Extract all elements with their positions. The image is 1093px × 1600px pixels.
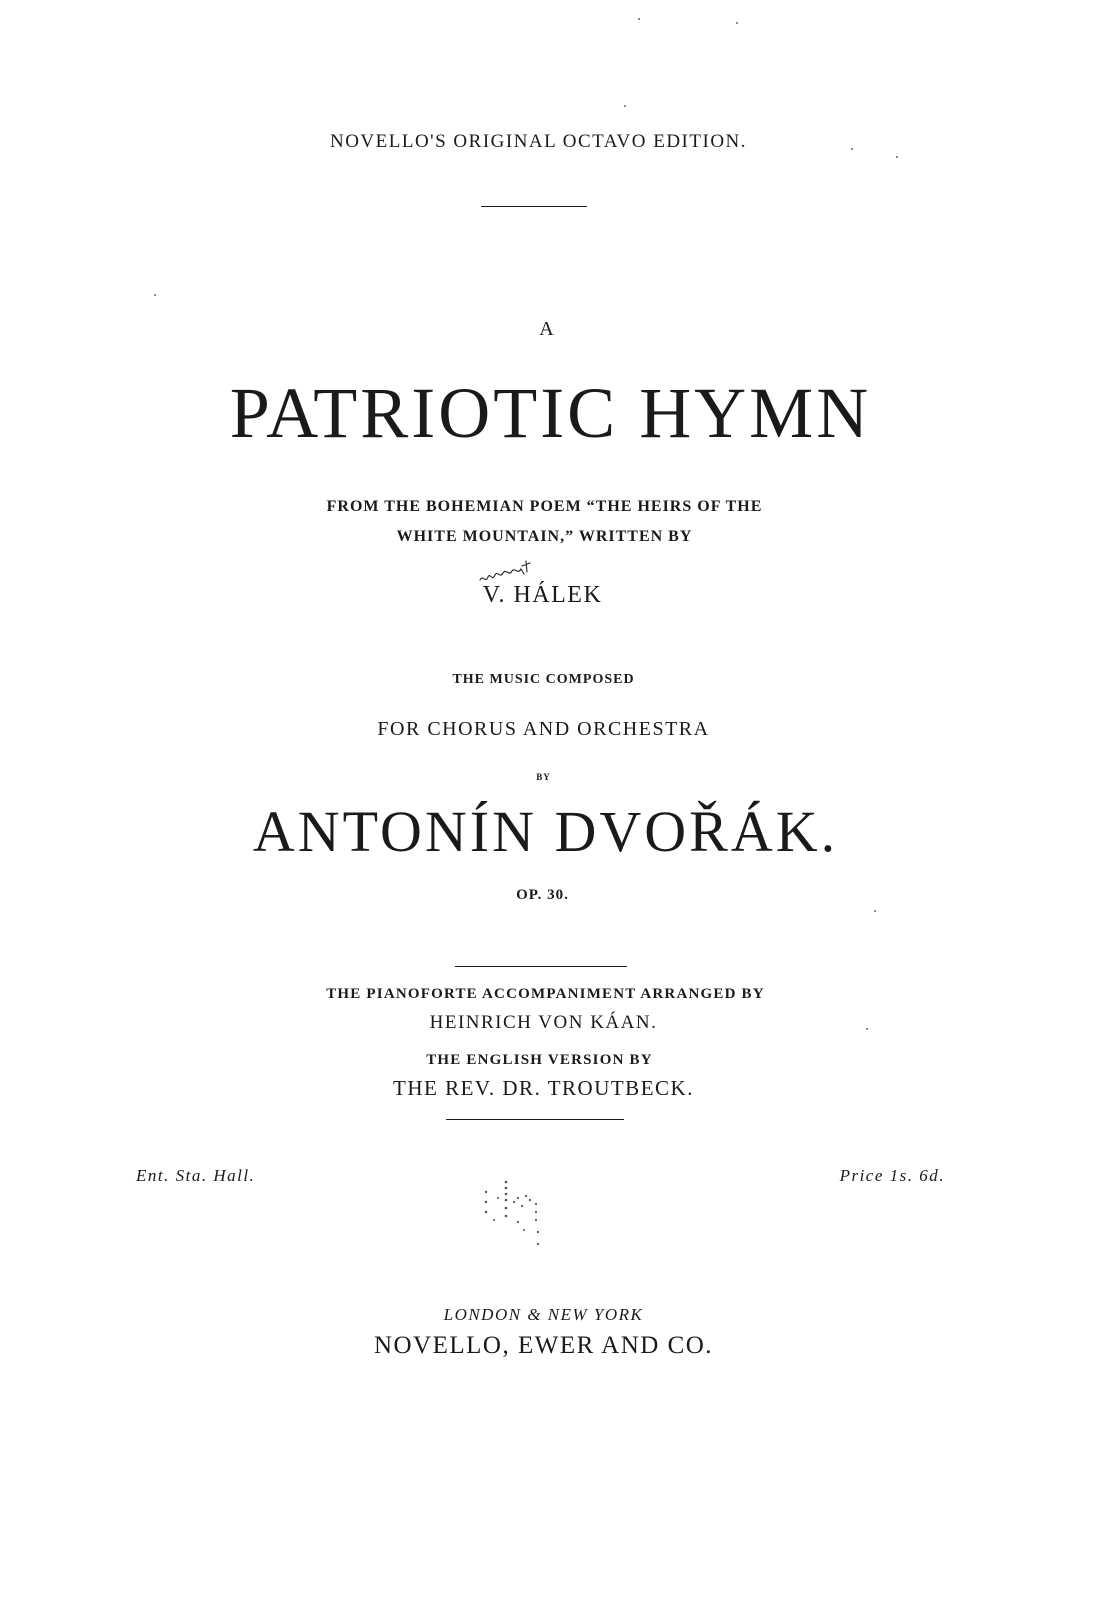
- title-article: A: [539, 318, 554, 340]
- subtitle-line-1: FROM THE BOHEMIAN POEM “THE HEIRS OF THE: [326, 498, 763, 515]
- paper-speck: [736, 22, 738, 24]
- paper-speck: [638, 18, 640, 20]
- series-heading: NOVELLO'S ORIGINAL OCTAVO EDITION.: [329, 131, 748, 152]
- registration-note: Ent. Sta. Hall.: [136, 1166, 256, 1185]
- perforated-stamp: [480, 1180, 550, 1250]
- paper-speck: [874, 910, 876, 912]
- by-line: BY: [536, 772, 551, 782]
- opus-number: OP. 30.: [516, 887, 569, 903]
- translator-name: THE REV. DR. TROUTBECK.: [393, 1076, 694, 1100]
- arranger-name: HEINRICH VON KÁAN.: [429, 1012, 658, 1033]
- paper-speck: [896, 156, 898, 158]
- paper-speck: [866, 1028, 868, 1030]
- scoring-line: FOR CHORUS AND ORCHESTRA: [377, 718, 710, 740]
- divider-middle: [455, 966, 627, 967]
- composer-name: ANTONÍN DVOŘÁK.: [252, 799, 839, 864]
- english-version-line: THE ENGLISH VERSION BY: [426, 1052, 653, 1068]
- publisher-name: NOVELLO, EWER AND CO.: [373, 1332, 714, 1359]
- music-composed-line: THE MUSIC COMPOSED: [452, 672, 635, 687]
- subtitle-line-2: WHITE MOUNTAIN,” WRITTEN BY: [396, 528, 693, 545]
- divider-top: [481, 206, 587, 207]
- poem-author: V. HÁLEK: [482, 582, 603, 608]
- price-note: Price 1s. 6d.: [839, 1166, 945, 1185]
- paper-speck: [624, 105, 626, 107]
- page-title: PATRIOTIC HYMN: [229, 373, 872, 453]
- paper-speck: [154, 294, 156, 296]
- paper-speck: [851, 148, 853, 150]
- divider-bottom: [446, 1119, 624, 1120]
- imprint-place: LONDON & NEW YORK: [443, 1305, 644, 1324]
- pianoforte-credit-line: THE PIANOFORTE ACCOMPANIMENT ARRANGED BY: [326, 986, 765, 1002]
